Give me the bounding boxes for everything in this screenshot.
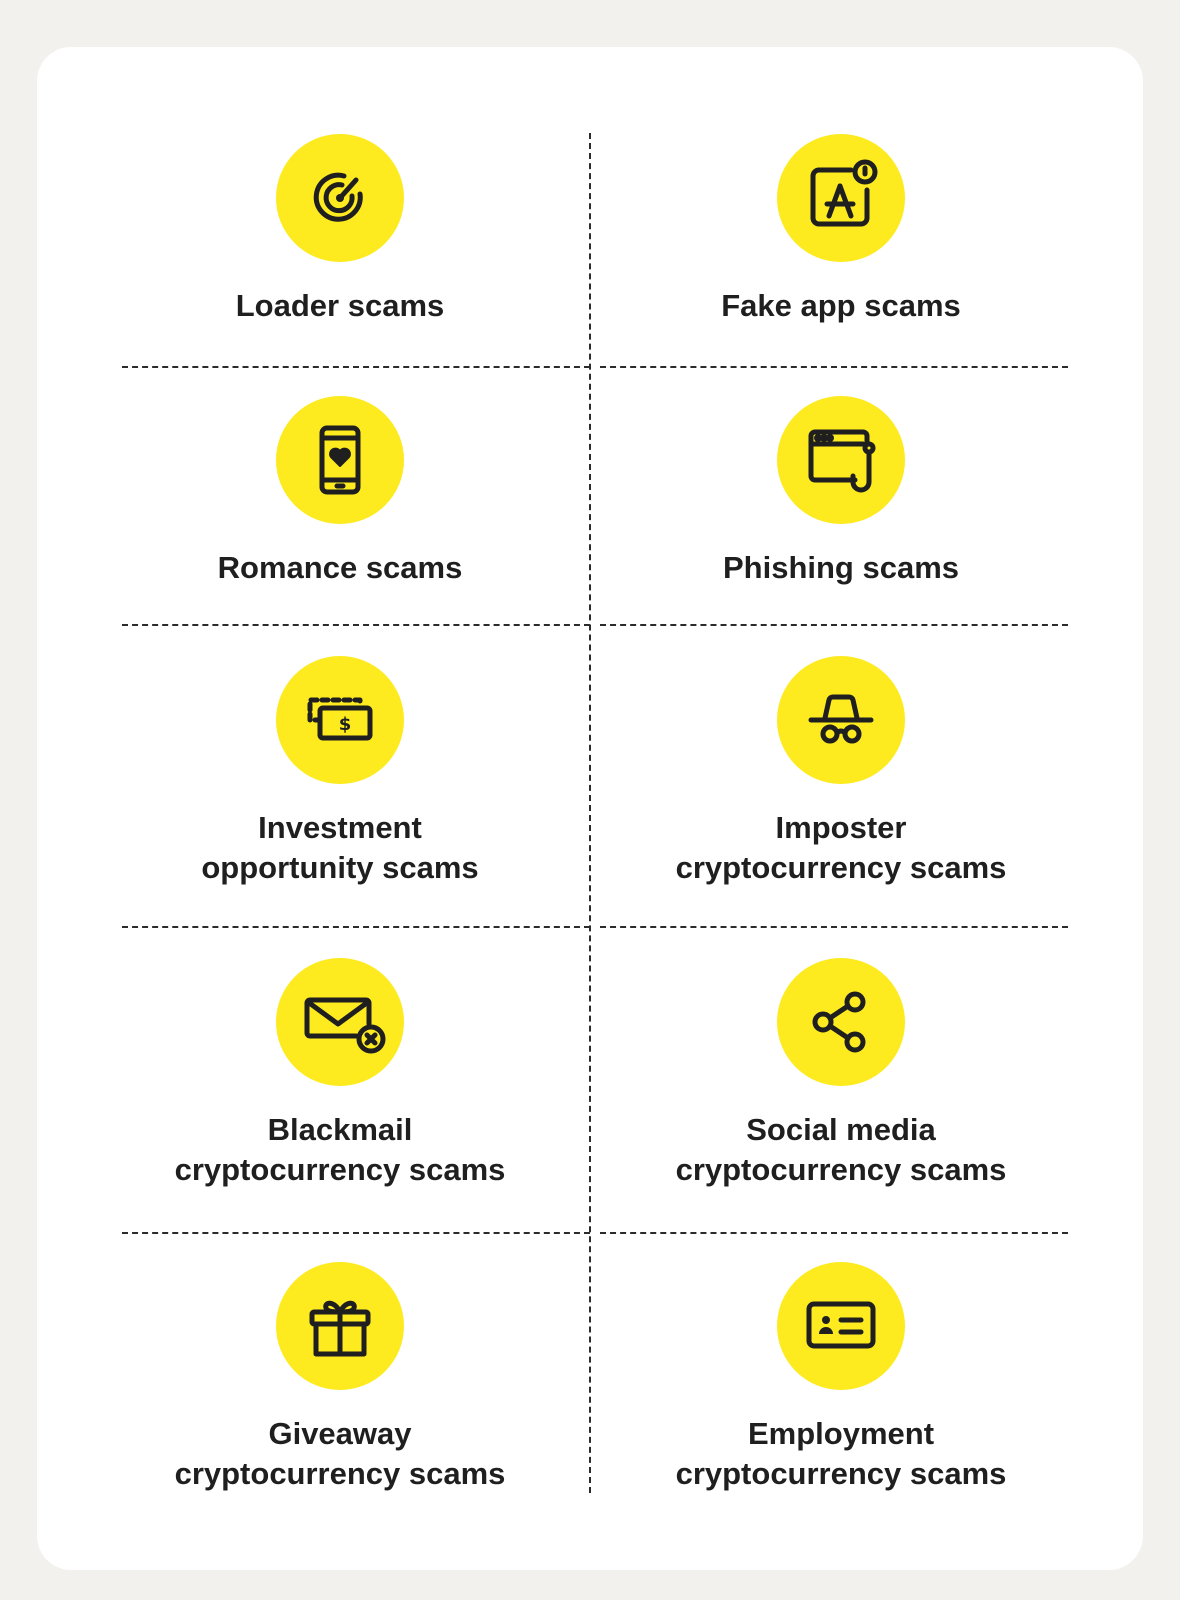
browser-hook-icon	[777, 396, 905, 524]
item-investment-scams	[100, 656, 580, 888]
item-label: opportunity scams	[201, 850, 479, 885]
item-phishing-scams	[601, 396, 1081, 588]
id-card-icon	[777, 1262, 905, 1390]
row-divider	[600, 624, 1068, 626]
gift-icon	[276, 1262, 404, 1390]
row-divider	[122, 1232, 590, 1234]
item-label: Romance scams	[217, 550, 463, 585]
row-divider	[600, 1232, 1068, 1234]
money-bill-icon	[276, 656, 404, 784]
item-label: Blackmail	[267, 1112, 413, 1147]
item-label: cryptocurrency scams	[675, 1456, 1007, 1491]
item-label: Social media	[746, 1112, 936, 1147]
item-imposter-scams	[601, 656, 1081, 888]
row-divider	[122, 926, 590, 928]
item-label: Giveaway	[268, 1416, 412, 1451]
share-icon	[777, 958, 905, 1086]
item-label: Imposter	[775, 810, 907, 845]
row-divider	[600, 366, 1068, 368]
row-divider	[122, 366, 590, 368]
item-label: cryptocurrency scams	[675, 1152, 1007, 1187]
item-label: cryptocurrency scams	[675, 850, 1007, 885]
item-label: Loader scams	[235, 288, 445, 323]
app-store-alert-icon	[777, 134, 905, 262]
row-divider	[600, 926, 1068, 928]
item-giveaway-scams	[100, 1262, 580, 1494]
envelope-x-icon	[276, 958, 404, 1086]
item-blackmail-scams	[100, 958, 580, 1190]
item-label: cryptocurrency scams	[174, 1456, 506, 1491]
item-romance-scams	[100, 396, 580, 588]
vertical-divider	[589, 133, 591, 1493]
item-loader-scams	[100, 134, 580, 326]
item-employment-scams	[601, 1262, 1081, 1494]
item-fake-app-scams	[601, 134, 1081, 326]
item-social-media-scams	[601, 958, 1081, 1190]
target-icon	[276, 134, 404, 262]
phone-heart-icon	[276, 396, 404, 524]
row-divider	[122, 624, 590, 626]
item-label: Fake app scams	[721, 288, 961, 323]
item-label: cryptocurrency scams	[174, 1152, 506, 1187]
svg-text:$: $	[338, 714, 352, 735]
item-label: Employment	[747, 1416, 935, 1451]
item-label: Phishing scams	[722, 550, 960, 585]
item-label: Investment	[258, 810, 422, 845]
spy-hat-glasses-icon	[777, 656, 905, 784]
